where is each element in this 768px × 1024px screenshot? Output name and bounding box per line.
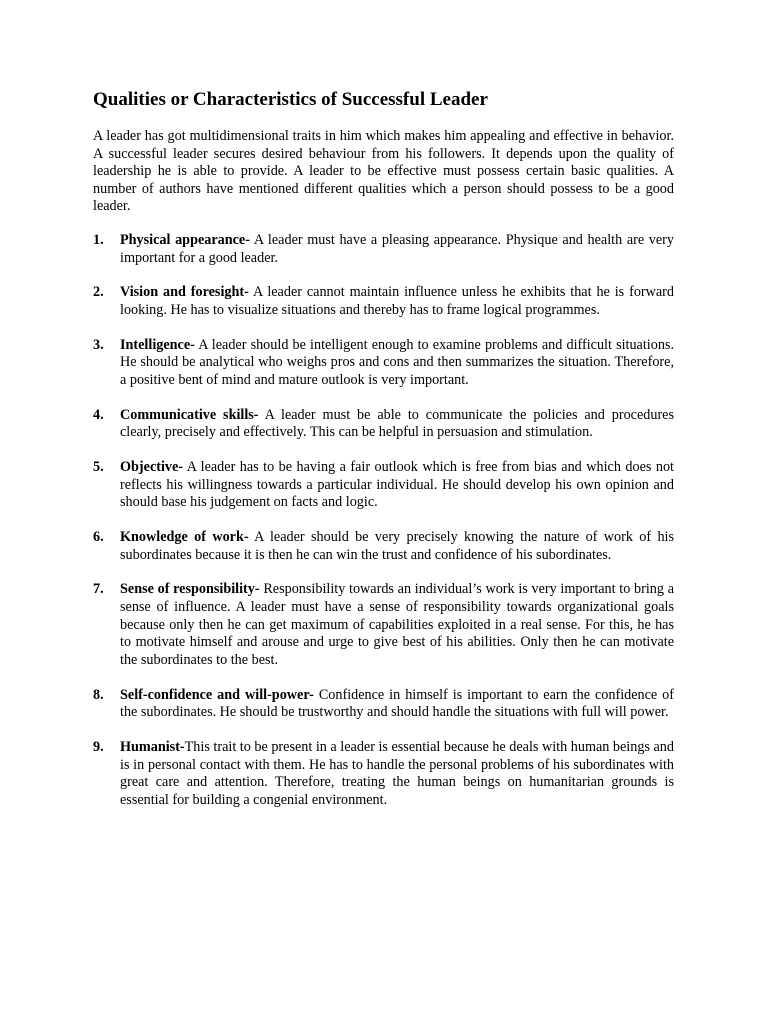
item-number: 9.: [93, 738, 104, 755]
quality-item: [93, 459, 674, 512]
quality-item: [93, 232, 674, 267]
item-number: 1.: [93, 231, 104, 248]
item-term: Vision and foresight-: [120, 284, 249, 301]
item-text: [120, 739, 674, 809]
item-number: 4.: [93, 406, 104, 423]
item-text: [120, 232, 674, 267]
item-description: A leader has to be having a fair outlook which is free from bias and which does not reflects his willingness towards a particular individual. He should develop his own opinion and should base his judgement on facts and logic.: [120, 459, 674, 511]
quality-item: [93, 407, 674, 442]
item-term: Physical appearance-: [120, 231, 250, 248]
quality-item: [93, 529, 674, 564]
document-title: Qualities or Characteristics of Successful Leader: [93, 89, 488, 110]
quality-item: [93, 284, 674, 319]
item-description: A leader must be able to communicate the policies and procedures clearly, precisely and effectively. This can be helpful in persuasion and stimulation.: [120, 406, 674, 441]
item-description: Responsibility towards an individual’s work is very important to bring a sense of influence. A leader must have a sense of responsibility towards organizational goals because only then he can get maximum of capabilities exploited in a real sense. For this, he has to motivate himself and arouse and urge to give best of his abilities. Only then he can motivate the subordinates to the best.: [120, 581, 675, 668]
document-page: [93, 88, 674, 827]
intro-paragraph: A leader has got multidimensional traits in him which makes him appealing and effective in behavior. A successful leader secures desired behaviour from his followers. It depends upon the quality of leadership he is able to provide. A leader to be effective must possess certain basic qualities. A number of authors have mentioned different qualities which a person should possess to be a good leader.: [93, 128, 674, 215]
item-text: [120, 687, 674, 722]
quality-item: [93, 337, 674, 390]
quality-item: [93, 739, 674, 809]
item-text: [120, 459, 674, 512]
item-term: Intelligence-: [120, 336, 195, 353]
item-number: 6.: [93, 529, 104, 546]
item-number: 8.: [93, 686, 104, 703]
item-term: Communicative skills-: [120, 406, 259, 423]
item-number: 7.: [93, 581, 104, 598]
quality-item: [93, 687, 674, 722]
item-text: [120, 337, 674, 390]
item-term: Self-confidence and will-power-: [120, 686, 314, 703]
item-description: A leader cannot maintain influence unless he exhibits that he is forward looking. He has to visualize situations and thereby has to frame logical programmes.: [120, 284, 674, 318]
item-description: A leader should be very precisely knowing the nature of work of his subordinates because it is then he can win the trust and confidence of his subordinates.: [120, 529, 675, 563]
item-number: 2.: [93, 284, 104, 301]
item-term: Humanist-: [120, 738, 185, 755]
item-text: [120, 284, 674, 319]
item-description: This trait to be present in a leader is essential because he deals with human beings and is in personal contact with them. He has to handle the personal problems of his subordinates with great care and attention. Therefore, treating the human beings on humanitarian grounds is essential for building a congenial environment.: [120, 738, 674, 808]
item-text: [120, 529, 674, 564]
item-description: A leader should be intelligent enough to examine problems and difficult situations. He should be analytical who weighs pros and cons and then summarizes the situation. Therefore, a positive bent of mind and mature outlook is very important.: [120, 336, 674, 388]
qualities-list: [93, 232, 674, 809]
item-number: 5.: [93, 459, 104, 476]
item-text: [120, 581, 674, 669]
item-term: Sense of responsibility-: [120, 581, 260, 598]
item-text: [120, 407, 674, 442]
item-number: 3.: [93, 336, 104, 353]
item-description: Confidence in himself is important to earn the confidence of the subordinates. He should be trustworthy and should handle the situations with full will power.: [120, 686, 674, 721]
item-description: A leader must have a pleasing appearance. Physique and health are very important for a good leader.: [120, 231, 675, 266]
quality-item: [93, 581, 674, 669]
item-term: Knowledge of work-: [120, 529, 249, 546]
item-term: Objective-: [120, 459, 184, 476]
